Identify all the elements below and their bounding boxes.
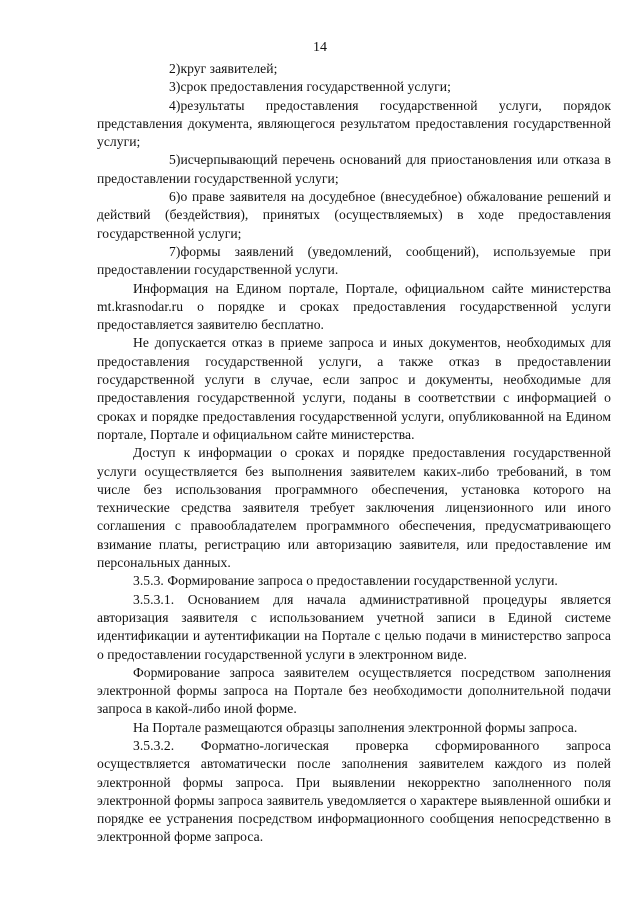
list-item-text: формы заявлений (уведомлений, сообщений), используемые при предоставлении государственной услуги. xyxy=(97,243,611,278)
list-item-number: 3) xyxy=(169,79,181,95)
list-item xyxy=(97,97,611,152)
section-heading-3-5-3: 3.5.3. Формирование запроса о предоставлении государственной услуги. xyxy=(133,573,558,589)
list-item-text: исчерпывающий перечень оснований для приостановления или отказа в предоставлении государственной услуги; xyxy=(97,152,611,186)
paragraph-access: Доступ к информации о сроках и порядке предоставления государственной услуги осуществляется без выполнения заявителем каких-либо требований, в том числе без использования программного обеспечения, установка которого на технические средства заявителя требует заключения лицензионного или иного соглашения с правообладателем программного обеспечения, предусматривающего взимание платы, регистрацию или авторизацию заявителя, или предоставление им персональных данных. xyxy=(97,445,611,571)
list-item xyxy=(97,243,611,280)
list-item-text: о праве заявителя на досудебное (внесудебное) обжалование решений и действий (бездействия), принятых (осуществляемых) в ходе предоставления государственной услуги; xyxy=(97,189,611,241)
list-item-text: круг заявителей; xyxy=(180,61,278,76)
paragraph-samples: На Портале размещаются образцы заполнения электронной формы запроса. xyxy=(133,719,578,735)
list-item-number: 6) xyxy=(169,189,181,205)
list-item xyxy=(97,151,611,188)
list-item xyxy=(97,188,611,243)
list-item-number: 7) xyxy=(169,243,181,259)
paragraph-form-submission: Формирование запроса заявителем осуществляется посредством заполнения электронной формы запроса на Портале без необходимости дополнительной подачи запроса в какой-либо иной форме. xyxy=(97,664,611,717)
paragraph-portal-info: Информация на Едином портале, Портале, официальном сайте министерства mt.krasnodar.ru о порядке и сроках предоставления государственной услуги предоставляется заявителю бесплатно. xyxy=(97,280,611,333)
list-item-number: 5) xyxy=(169,152,181,168)
list-item-text: срок предоставления государственной услуги; xyxy=(180,79,451,95)
paragraph-refusal: Не допускается отказ в приеме запроса и иных документов, необходимых для предоставления государственной услуги, а также отказ в предоставлении государственной услуги в случае, если запрос и документы, необходимые для предоставления государственной услуги, поданы в соответствии с информацией о сроках и порядке предоставления государственной услуги, опубликованной на Едином портале, Портале и официальном сайте министерства. xyxy=(97,335,611,442)
document-body xyxy=(97,60,611,847)
page-number: 14 xyxy=(313,40,327,55)
list-item xyxy=(97,78,611,96)
list-item-text: результаты предоставления государственной услуги, порядок представления документа, являющегося результатом предоставления государственной услуги; xyxy=(97,97,611,150)
list-item-number: 2) xyxy=(169,61,181,76)
paragraph-3-5-3-1: 3.5.3.1. Основанием для начала административной процедуры является авторизация заявителя с использованием учетной записи в Единой системе идентификации и аутентификации на Портале с целью подачи в министерство запроса о предоставлении государственной услуги в электронном виде. xyxy=(97,591,611,662)
paragraph-3-5-3-2: 3.5.3.2. Форматно-логическая проверка сформированного запроса осуществляется автоматически после заполнения заявителем каждого из полей электронной формы запроса. При выявлении некорректно заполненного поля электронной формы запроса заявитель уведомляется о характере выявленной ошибки и порядке ее устранения посредством информационного сообщения непосредственно в электронной форме запроса. xyxy=(97,737,611,845)
list-item xyxy=(97,60,611,78)
list-item-number: 4) xyxy=(169,97,181,113)
